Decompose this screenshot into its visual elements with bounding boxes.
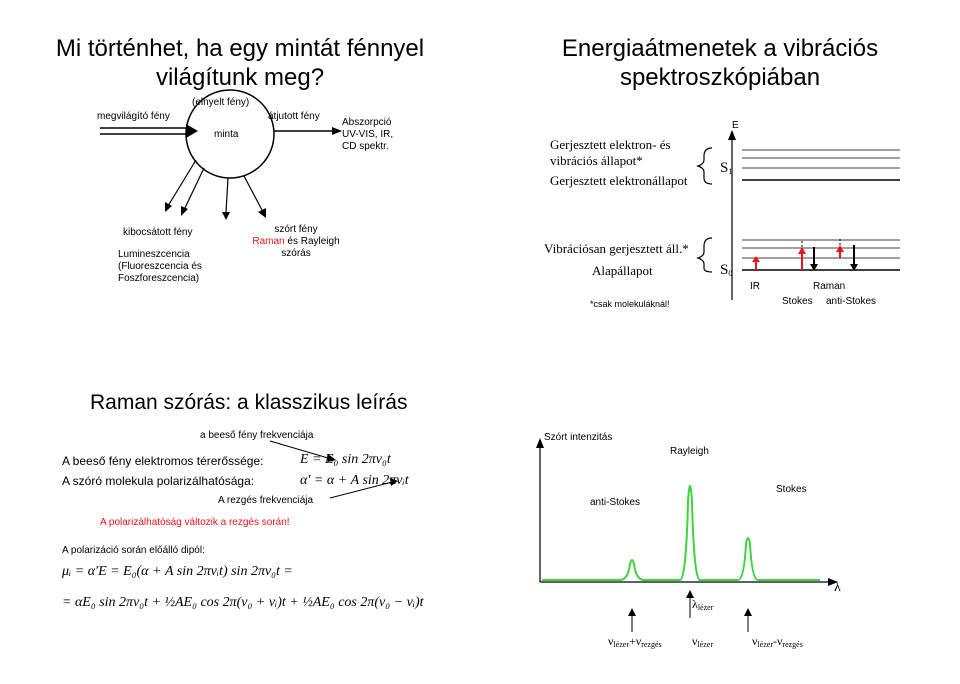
field-equation: E = E₀ sin 2πν₀t (300, 452, 391, 467)
intensity-axis-label: Szórt intenzitás (544, 432, 613, 443)
raman-label: Raman (813, 281, 846, 292)
stokes-label: Stokes (782, 296, 813, 307)
nu-laser-label: $\nu_{lézer}$ (692, 634, 713, 649)
vibration-frequency-label: A rezgés frekvenciája (218, 495, 314, 506)
antistokes-peak-label: anti-Stokes (590, 497, 641, 508)
rayleigh-label: Rayleigh (670, 446, 709, 457)
illuminating-light-label: megvilágító fény (97, 111, 170, 122)
luminescence-label: Lumineszcencia (Fluoreszcencia és Foszforeszcencia) (118, 249, 202, 284)
ir-label: IR (750, 281, 760, 292)
field-strength-label: A beeső fény elektromos térerőssége: (62, 454, 264, 468)
ground-state-label: Alapállapot (592, 263, 653, 278)
dipole-expanded-equation: = αE₀ sin 2πν₀t + ½AE₀ cos 2π(ν₀ + νᵢ)t + ½AE₀ cos 2π(ν₀ − νᵢ)t (62, 595, 424, 610)
spectrum-plot (480, 342, 960, 684)
polarizability-changes-note: A polarizálhatóság változik a rezgés során! (100, 517, 290, 528)
polarizability-equation: α′ = α + A sin 2πνᵢt (300, 473, 409, 488)
slide-1-title: Mi történhet, ha egy mintát fénnyel világítunk meg? (55, 35, 425, 91)
excited-state-label: Gerjesztett elektron- és vibrációs állapot* Gerjesztett elektronállapot (550, 137, 688, 188)
slide-3-title: Raman szórás: a klasszikus leírás (90, 391, 408, 414)
vib-excited-label: Vibrációsan gerjesztett áll.* (544, 241, 689, 256)
energy-axis-label: E (732, 120, 739, 131)
raman-word: Raman (252, 236, 285, 247)
s1-label: $S_1$ (720, 160, 733, 176)
slide-4 (480, 342, 960, 684)
molecules-only-note: *csak molekuláknál! (590, 299, 670, 309)
dipole-label: A polarizáció során előálló dipól: (62, 545, 205, 556)
lambda-axis-label: λ (834, 580, 841, 595)
absorbed-light-label: (elnyelt fény) (192, 97, 250, 108)
slide-2-title: Energiaátmenetek a vibrációs spektroszkópiában (561, 35, 879, 91)
slide-1 (0, 0, 480, 342)
s0-label: $S_0$ (720, 262, 733, 278)
emitted-light-label: kibocsátott fény (123, 227, 193, 238)
stokes-peak-label: Stokes (776, 484, 807, 495)
absorption-label: Abszorpció UV-VIS, IR, CD spektr. (342, 117, 394, 152)
nu-laser-minus-vib-label: $\nu_{lézer}-\nu_{rezgés}$ (752, 634, 803, 649)
spectrum-curve (542, 486, 820, 580)
incident-frequency-label: a beeső fény frekvenciája (200, 430, 314, 441)
scattered-light-label: szórt fény Raman és Rayleigh szórás (252, 224, 340, 259)
slide-3 (0, 342, 480, 684)
lambda-laser-label: $\lambda_{lézer}$ (692, 597, 714, 612)
polarizability-label: A szóró molekula polarizálhatósága: (62, 474, 255, 488)
antistokes-label: anti-Stokes (826, 296, 877, 307)
nu-laser-plus-vib-label: $\nu_{lézer}+\nu_{rezgés}$ (608, 634, 662, 649)
transmitted-light-label: átjutott fény (268, 111, 320, 122)
sample-label: minta (214, 129, 239, 140)
slide-2 (480, 0, 960, 342)
dipole-equation: μᵢ = α′E = E₀(α + A sin 2πνᵢt) sin 2πν₀t = (62, 564, 293, 579)
